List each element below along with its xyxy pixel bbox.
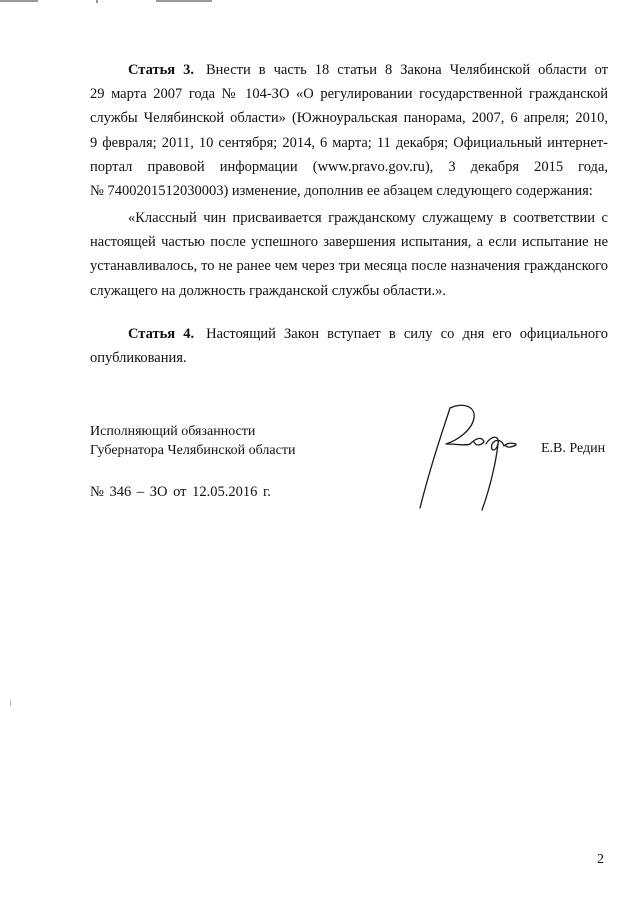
law-number: № 346 – ЗО от 12.05.2016 г. bbox=[90, 484, 271, 500]
article-4-line: опубликования. bbox=[90, 350, 187, 367]
page-number: 2 bbox=[597, 852, 604, 867]
quote-line: устанавливалось, то не ранее чем через три месяца после назначения гражданского bbox=[90, 258, 608, 275]
article-4-line bbox=[90, 322, 608, 346]
handwritten-signature bbox=[410, 400, 540, 515]
article-3-line: портал правовой информации (www.pravo.gov.ru), 3 декабря 2015 года, bbox=[90, 158, 608, 175]
scan-artifact bbox=[10, 700, 11, 706]
scan-artifact bbox=[96, 0, 98, 3]
article-3-line: 9 февраля; 2011, 10 сентября; 2014, 6 марта; 11 декабря; Официальный интернет- bbox=[90, 134, 608, 151]
article-3-label: Статья 3. bbox=[128, 62, 194, 78]
signer-name: Е.В. Редин bbox=[541, 441, 606, 456]
article-4-text: Настоящий Закон вступает в силу со дня его официального bbox=[206, 326, 608, 342]
signer-position-line: Губернатора Челябинской области bbox=[90, 443, 296, 458]
scan-artifact bbox=[0, 0, 38, 2]
quote-line: «Классный чин присваивается гражданскому служащему в соответствии с bbox=[128, 210, 608, 226]
article-4-label: Статья 4. bbox=[128, 326, 195, 342]
article-3-text: Внести в часть 18 статьи 8 Закона Челябинской области от bbox=[205, 62, 608, 78]
quote-line: служащего на должность гражданской службы области.». bbox=[90, 282, 447, 299]
article-3-line bbox=[90, 58, 608, 82]
article-3-line: № 7400201512030003) изменение, дополнив ее абзацем следующего содержания: bbox=[90, 183, 593, 200]
article-3-line: службы Челябинской области» (Южноуральская панорама, 2007, 6 апреля; 2010, bbox=[90, 110, 608, 127]
article-3-paragraph bbox=[90, 58, 608, 203]
article-4-paragraph bbox=[90, 322, 608, 370]
article-3-line: 29 марта 2007 года № 104-ЗО «О регулировании государственной гражданской bbox=[90, 86, 608, 103]
signer-position-line: Исполняющий обязанности bbox=[90, 424, 256, 439]
amendment-quote-paragraph bbox=[90, 206, 608, 303]
scan-artifact bbox=[156, 0, 212, 2]
signer-position bbox=[90, 422, 295, 460]
quote-line: настоящей частью после успешного завершения испытания, а если испытание не bbox=[90, 234, 608, 251]
